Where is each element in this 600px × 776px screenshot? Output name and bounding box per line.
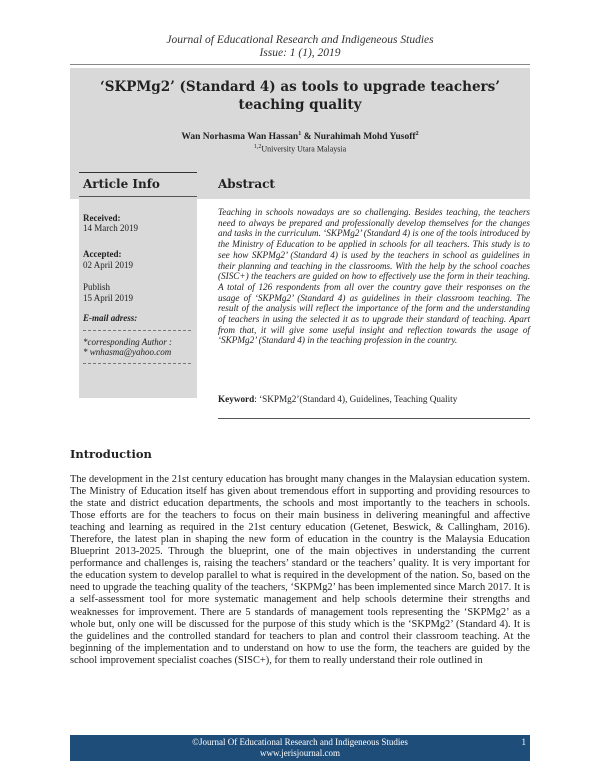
introduction-heading: Introduction xyxy=(70,447,152,461)
abstract-text: Teaching in schools nowadays are so challenging. Besides teaching, the teachers need to always be prepared and professionally develop themselves for the changes and tasks in the curriculum. ‘SKPMg2’ (Standard 4) is one of the tools introduced by the Ministry of Education to be applied in schools for all teachers. This study is to see how SKPMg2’ (Standard 4) is used by the teachers in school as guidelines in their planning and teaching in the classrooms. With the help by the school coaches (SISC+) the teachers are guided on how to effectively use the form in their teaching. A total of 126 respondents from all over the country gave their responses on the usage of ‘SKPMg2’ (Standard 4) as guidelines in their classroom teaching. The result of the analysis will reflect the importance of the form and the understanding of teachers in using the selected it as to upgrade their standard of teaching. Apart from that, it will give some useful insight and reflection towards the usage of ‘SKPMg2’ (Standard 4) in the teaching profession in the country. xyxy=(218,207,530,346)
publish-date: 15 April 2019 xyxy=(83,293,134,303)
article-authors xyxy=(70,131,530,142)
info-dash-rule-2 xyxy=(83,363,191,364)
journal-header xyxy=(70,34,530,60)
introduction-text: The development in the 21st century education has brought many changes in the Malaysian education system. The Ministry of Education itself has given about tremendous effort in supporting and providing resources to the state and district education departments, the schools and most importantly to the teachers in schools. Those efforts are for the teachers to focus on their main business in delivering meaningful and affective teaching and learning as required in the 21st century education (Getenet, Beswick, & Callingham, 2016). Therefore, the latest plan in shaping the new form of education in the country is the Malaysia Education Blueprint 2013-2025. Through the blueprint, one of the main objectives in understanding the current performance and challenges is, raising the teachers’ standard or the teachers’ quality. It is very important for the education system to develop parallel to what is required in the development of the nation. So, based on the need to upgrade the teaching quality of the teachers, ‘SKPMg2’ has been implemented since March 2017. It is a self-assessment tool for more systematic management and help schools determine their strengths and weaknesses for improvement. There are 5 standards of management tools representing the ‘SKPMg2’ as a whole but, only one will be discussed for the purpose of this study which is the ‘SKPMg2’ (Standard 4). It is the guidelines and the controlled standard for teachers to plan and control their classroom teaching. At the beginning of the implementation and to understand on how to use the form, the teachers are guided by the school improvement specialist coaches (SISC+), for them to really understand their role outlined in xyxy=(70,474,530,666)
received-date: 14 March 2019 xyxy=(83,223,138,233)
article-title: ‘SKPMg2’ (Standard 4) as tools to upgrade teachers’ teaching quality xyxy=(100,79,500,113)
abstract-heading: Abstract xyxy=(218,177,275,191)
affiliation-sup: 1,2 xyxy=(253,144,262,150)
corresponding-email: * wnhasma@yahoo.com xyxy=(83,347,172,357)
footer-website: www.jerisjournal.com xyxy=(260,748,340,758)
keyword-values: : ‘SKPMg2’(Standard 4), Guidelines, Teaching Quality xyxy=(254,394,458,404)
article-info-rule xyxy=(79,196,197,197)
received-label: Received: xyxy=(83,213,121,223)
header-divider xyxy=(70,64,530,65)
author-1: Wan Norhasma Wan Hassan xyxy=(181,132,299,143)
article-info-top-rule xyxy=(79,172,197,173)
article-info-heading: Article Info xyxy=(83,177,160,191)
info-dash-rule-1 xyxy=(83,330,191,331)
keyword-divider xyxy=(218,418,530,419)
publish-label: Publish xyxy=(83,282,111,292)
email-label: E-mail adress: xyxy=(83,313,138,323)
journal-issue: Issue: 1 (1), 2019 xyxy=(259,47,341,59)
keyword-line xyxy=(218,394,457,404)
accepted-date: 02 April 2019 xyxy=(83,260,134,270)
journal-name: Journal of Educational Research and Indigeneous Studies xyxy=(166,34,434,46)
footer-copyright: ©Journal Of Educational Research and Indigeneous Studies xyxy=(192,737,408,747)
page-number: 1 xyxy=(521,737,526,747)
corresponding-label: *corresponding Author : xyxy=(83,337,172,347)
author-1-sup: 1 xyxy=(298,131,302,137)
accepted-label: Accepted: xyxy=(83,249,122,259)
author-2-sup: 2 xyxy=(415,131,419,137)
footer-band xyxy=(70,735,530,761)
keyword-label: Keyword xyxy=(218,394,255,404)
article-affiliation xyxy=(70,144,530,154)
affiliation-name: University Utara Malaysia xyxy=(261,144,347,154)
author-2: & Nurahimah Mohd Yusoff xyxy=(301,132,416,143)
